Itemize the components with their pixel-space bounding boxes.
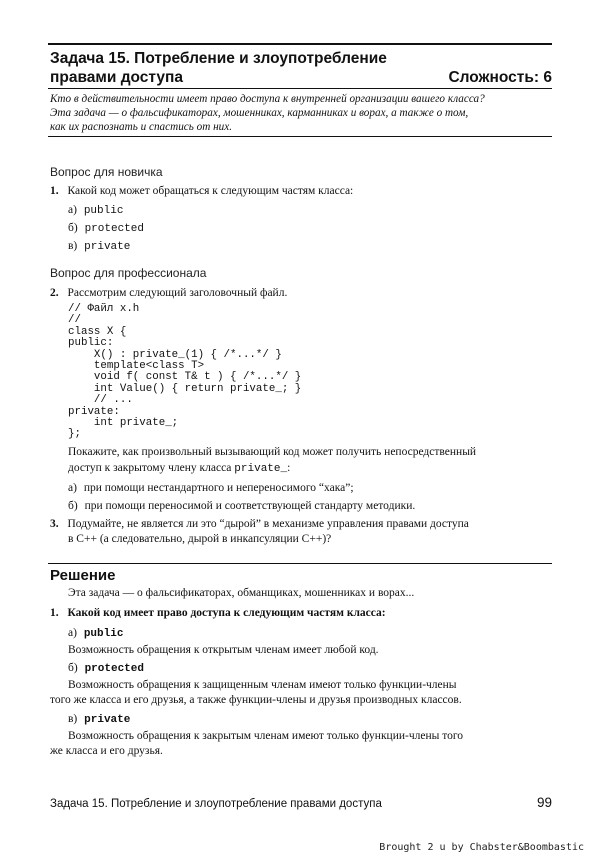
answer-label: в) [68,713,78,725]
question-3-line2: в C++ (а следовательно, дырой в инкапсуляции C++)? [68,533,332,545]
title-rule [48,88,552,89]
show-line-2-code: private_ [234,463,288,475]
show-line-2-text: доступ к закрытому члену класса [68,462,235,474]
sub-text: при помощи переносимой и соответствующей стандарту методики. [84,500,416,512]
question-text: Какой код может обращаться к следующим частям класса: [67,185,354,197]
top-rule [48,43,552,45]
option-code: public [83,205,124,217]
running-footer: Задача 15. Потребление и злоупотребление правами доступа [50,798,382,810]
solution-b-line2: того же класса и его друзья, а также функции-члены и друзья производных классов. [50,694,462,706]
code-line: int private_; [68,417,179,430]
code-line: }; [68,428,81,441]
pro-heading: Вопрос для профессионала [50,266,207,280]
intro-text [50,92,554,134]
option-private [68,239,130,255]
answer-code: protected [84,663,144,675]
page-number: 99 [536,795,552,810]
show-line-2 [68,461,290,477]
solution-c-line1: Возможность обращения к закрытым членам имеют только функции-члены того [68,730,464,742]
solution-b-head [68,661,144,677]
code-line: class X { [68,325,127,338]
sub-text: при помощи нестандартного и непереносимого “хака”; [83,482,354,494]
intro-line: Кто в действительности имеет право доступа к внутренней организации вашего класса? [50,93,485,105]
answer-label: б) [68,662,78,674]
show-line-2-suffix: : [287,462,291,474]
page-title-line1: Задача 15. Потребление и злоупотребление [50,50,387,67]
code-line: int Value() { return private_; } [68,382,302,395]
difficulty-label: Сложность: 6 [448,69,552,86]
option-label: в) [68,240,78,252]
intro-line: как их распознать и спастись от них. [50,121,233,133]
question-text: Рассмотрим следующий заголовочный файл. [67,287,288,299]
option-label: б) [68,222,78,234]
novice-heading: Вопрос для новичка [50,165,163,179]
intro-rule [48,136,552,137]
solution-lead: Эта задача — о фальсификаторах, обманщиках, мошенниках и ворах... [68,587,415,599]
option-label: а) [68,204,77,216]
code-line: public: [68,337,114,350]
solution-rule [48,563,552,564]
sub-label: а) [68,482,77,494]
option-public [68,203,123,219]
solution-question-1 [50,606,386,621]
credit-text: Brought 2 u by Chabster&Boombastic [379,842,584,853]
question-text: Подумайте, не является ли это “дырой” в механизме управления правами доступа [67,518,469,530]
sub-label: б) [68,500,78,512]
answer-label: а) [68,627,77,639]
code-line: private: [68,405,120,418]
question-number: 2. [50,287,59,299]
question-number: 1. [50,607,59,619]
solution-b-line1: Возможность обращения к защищенным членам имеют только функции-члены [68,679,457,691]
question-number: 3. [50,518,59,530]
intro-line: Эта задача — о фальсификаторах, мошенниках, карманниках и ворах, а также о том, [50,107,469,119]
solution-c-head [68,712,130,728]
code-line: // Файл x.h [68,303,140,315]
page-title-line2: правами доступа [50,69,183,86]
solution-heading: Решение [50,567,116,584]
question-2 [50,286,287,301]
sub-option-b [68,499,415,514]
show-line-1: Покажите, как произвольный вызывающий код может получить непосредственный [68,446,477,458]
solution-a-head [68,626,123,642]
sub-option-a [68,481,354,496]
code-line: // ... [68,394,133,407]
answer-code: public [83,628,124,640]
question-1 [50,184,353,199]
question-text: Какой код имеет право доступа к следующим частям класса: [67,607,386,619]
code-line: template<class T> [68,360,205,373]
answer-code: private [84,714,131,726]
option-protected [68,221,144,237]
code-line: // [68,314,81,327]
code-block [68,304,301,441]
solution-a-text: Возможность обращения к открытым членам имеет любой код. [68,644,379,656]
question-number: 1. [50,185,59,197]
code-line: void f( const T& t ) { /*...*/ } [68,371,302,384]
question-3 [50,517,469,532]
option-code: protected [84,223,144,235]
solution-c-line2: же класса и его друзья. [50,745,163,757]
option-code: private [84,241,131,253]
code-line: X() : private_(1) { /*...*/ } [68,348,282,361]
